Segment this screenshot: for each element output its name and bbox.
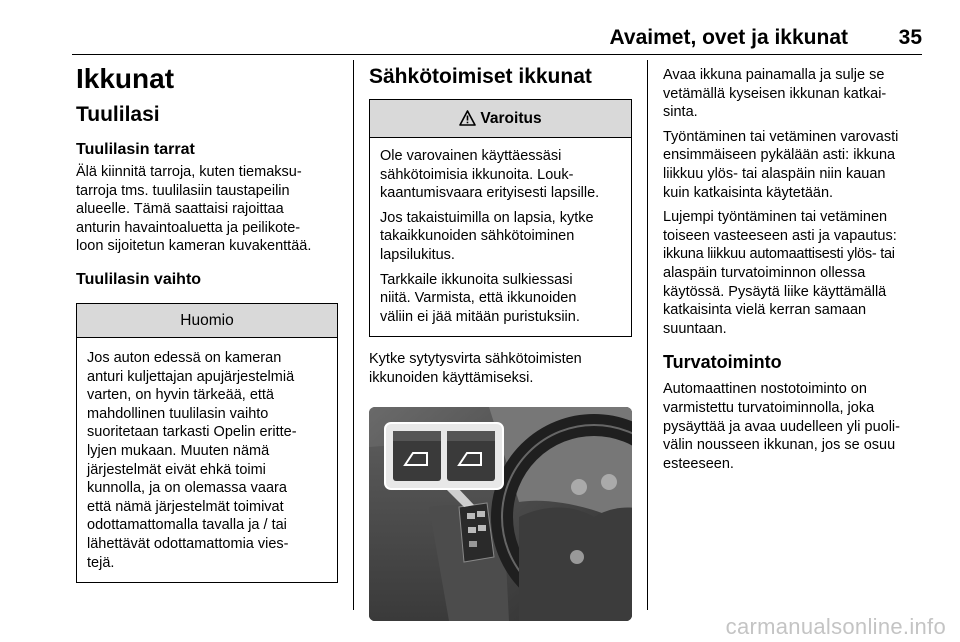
column-divider-1 [353, 60, 354, 610]
warning-header [370, 100, 631, 138]
paragraph-first-detent: Työntäminen tai vetäminen varovasti ensimmäiseen pykälään asti: ikkuna liikkuu ylös- tai alaspäin niin kauan kuin katkaisinta käytetään. [663, 128, 899, 201]
column-2 [369, 60, 632, 621]
note-title: Huomio [77, 304, 337, 338]
note-body: Jos auton edessä on kameran anturi kuljettajan apujärjestelmiä varten, on hyvin tärkeää, että mahdollinen tuulilasin vaihto suoritetaan tarkasti Opelin eritte- lyjen mukaan. Muuten nämä järjestelmät eivät ehkä toimi kunnolla, ja on olemassa vaara että nämä järjestelmät toimivat odottamattomalla tavalla ja / tai lähettävät odottamattomia vies- tejä. [87, 349, 297, 571]
paragraph-ignition: Kytke sytytysvirta sähkötoimisten ikkunoiden käyttämiseksi. [369, 351, 582, 386]
page-number: 35 [898, 26, 922, 49]
paragraph-second-detent: Lujempi työntäminen tai vetäminen toiseen vasteeseen asti ja vapautus: ikkuna liikkuu automaattisesti ylös- tai alaspäin turvatoiminnon ollessa käytössä. Pysäytä liike käyttämällä katkaisinta vielä kerran samaan suuntaan. [663, 209, 897, 337]
paragraph-stickers: Älä kiinnitä tarroja, kuten tiemaksu- tarroja tms. tuulilasiin taustapeilin alueelle. Tämä saattaisi rajoittaa anturin havaintoaluetta ja peilikote- loon sijoitetun kameran kuvakenttää. [76, 164, 312, 255]
warning-body: Ole varovainen käyttäessäsi sähkötoimisia ikkunoita. Louk- kaantumisvaara erityisesti lapsille. Jos takaistuimilla on lapsia, kytke takaikkunoiden sähkötoiminen lapsilukitus. Tarkkaile ikkunoita sulkiessasi niitä. Varmista, että ikkunoiden väliin ei jää mitään puristuksiin. [380, 148, 600, 325]
warning-box [369, 99, 632, 337]
section-title-windows: Ikkunat [76, 63, 175, 94]
heading-windscreen-stickers: Tuulilasin tarrat [76, 141, 195, 158]
column-3 [663, 60, 933, 473]
note-box [76, 303, 338, 583]
subsection-title-windscreen: Tuulilasi [76, 103, 160, 126]
warning-title: Varoitus [480, 110, 542, 127]
warning-triangle-icon [459, 103, 476, 141]
chapter-title: Avaimet, ovet ja ikkunat [609, 26, 848, 49]
section-title-power-windows: Sähkötoimiset ikkunat [369, 65, 592, 88]
column-divider-2 [647, 60, 648, 610]
header-rule [72, 54, 922, 55]
page-header [0, 22, 960, 58]
watermark: carmanualsonline.info [725, 614, 946, 639]
heading-windscreen-replacement: Tuulilasin vaihto [76, 270, 202, 288]
window-switch-photo [369, 407, 632, 621]
paragraph-open-close: Avaa ikkuna painamalla ja sulje se vetämällä kyseisen ikkunan katkai- sinta. [663, 67, 887, 121]
paragraph-safety: Automaattinen nostotoiminto on varmistettu turvatoiminnolla, joka pysäyttää ja avaa uudelleen yli puoli- välin nousseen ikkunan, jos se osuu esteeseen. [663, 381, 900, 472]
column-1 [76, 60, 338, 583]
heading-safety-function: Turvatoiminto [663, 352, 782, 373]
